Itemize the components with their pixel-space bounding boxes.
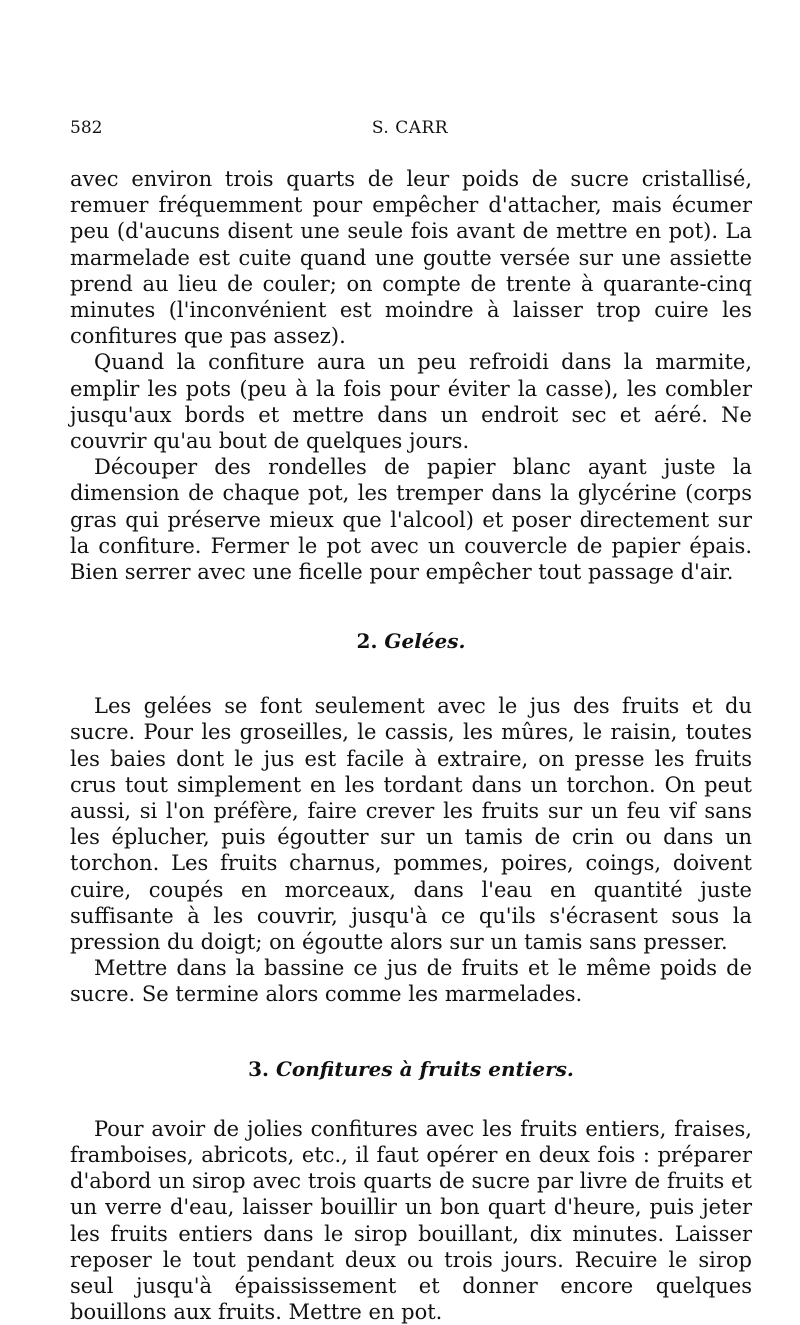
paragraph-continued: avec environ trois quarts de leur poids de sucre cristallisé, remuer fréquemment pour empêcher d'attacher, mais écumer peu (d'aucuns disent une seule fois avant de mettre en pot). La marmelade est cuite quand une goutte versée sur une assiette prend au lieu de couler; on compte de trente à quarante-cinq minutes (l'inconvénient est moindre à laisser trop cuire les confitures que pas assez). — [70, 167, 752, 349]
paragraph: Quand la confiture aura un peu refroidi dans la marmite, emplir les pots (peu à la fois pour éviter la casse), les combler jusqu'aux bords et mettre dans un endroit sec et aéré. Ne couvrir qu'au bout de quelques jours. — [70, 350, 752, 454]
section-heading-gelees — [70, 628, 752, 654]
section-title: Confitures à fruits entiers. — [276, 1056, 574, 1081]
running-head — [70, 118, 750, 144]
paragraph: Pour avoir de jolies confitures avec les fruits entiers, fraises, framboises, abricots, etc., il faut opérer en deux fois : préparer d'abord un sirop avec trois quarts de sucre par livre de fruits et un verre d'eau, laisser bouillir un bon quart d'heure, puis jeter les fruits entiers dans le sirop bouillant, dix minutes. Laisser reposer le tout pendant deux ou trois jours. Recuire le sirop seul jusqu'à épaississement et donner encore quelques bouillons aux fruits. Mettre en pot. — [70, 1116, 752, 1325]
section-number: 3. — [248, 1056, 270, 1081]
paragraph: Découper des rondelles de papier blanc ayant juste la dimension de chaque pot, les tremper dans la glycérine (corps gras qui préserve mieux que l'alcool) et poser directement sur la confiture. Fermer le pot avec un couvercle de papier épais. Bien serrer avec une ficelle pour empêcher tout passage d'air. — [70, 455, 752, 585]
running-title: S. CARR — [371, 118, 449, 138]
section-title: Gelées. — [384, 629, 466, 654]
section-heading-confitures — [70, 1056, 752, 1082]
paragraph: Les gelées se font seulement avec le jus des fruits et du sucre. Pour les groseilles, le cassis, les mûres, le raisin, toutes les baies dont le jus est facile à extraire, on presse les fruits crus tout simplement en les tordant dans un torchon. On peut aussi, si l'on préfère, faire crever les fruits sur un feu vif sans les éplucher, puis égoutter sur un tamis de crin ou dans un torchon. Les fruits charnus, pommes, poires, coings, doivent cuire, coupés en morceaux, dans l'eau en quantité juste suffisante à les couvrir, jusqu'à ce qu'ils s'écrasent sous la pression du doigt; on égoutte alors sur un tamis sans presser. — [70, 694, 752, 955]
section-number: 2. — [356, 629, 378, 654]
paragraph: Mettre dans la bassine ce jus de fruits et le même poids de sucre. Se termine alors comme les marmelades. — [70, 956, 752, 1007]
body-text — [70, 166, 752, 1325]
page-number: 582 — [70, 118, 103, 138]
